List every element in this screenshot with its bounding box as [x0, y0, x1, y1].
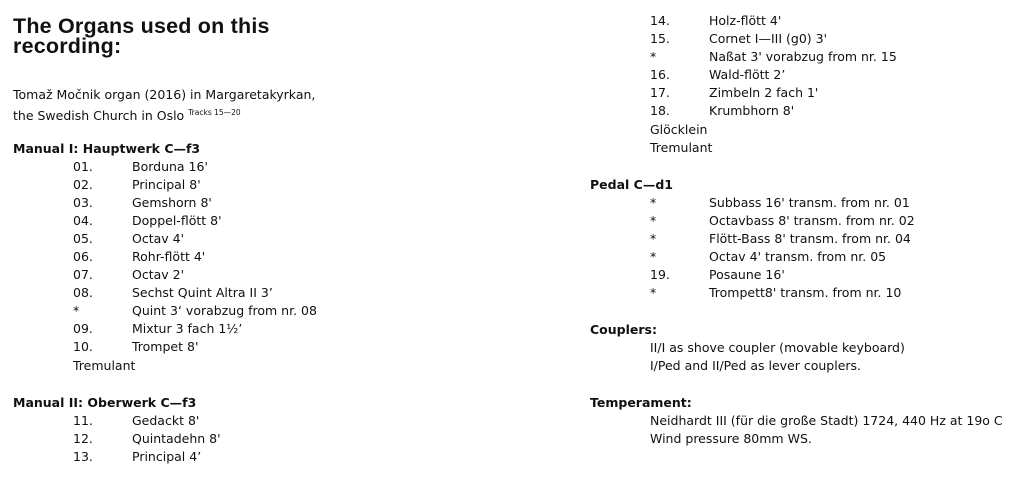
stop-number: 19.: [650, 267, 670, 282]
stop-number: 07.: [73, 267, 93, 282]
stop-number: 12.: [73, 431, 93, 446]
tracks-note: Tracks 15—20: [188, 108, 241, 117]
manual-2-extra-tremulant: Tremulant: [650, 140, 713, 155]
stop-number: *: [650, 49, 657, 64]
stop-name: Octav 4' transm. from nr. 05: [709, 249, 887, 264]
stop-number: 11.: [73, 413, 93, 428]
stop-name: Trompet 8': [132, 339, 199, 354]
stop-name: Posaune 16': [709, 267, 785, 282]
manual-1-tremulant: Tremulant: [73, 358, 136, 373]
stop-number: 06.: [73, 249, 93, 264]
stop-number: 13.: [73, 449, 93, 464]
stop-name: Trompett8' transm. from nr. 10: [709, 285, 902, 300]
stop-name: Cornet I—III (g0) 3': [709, 31, 828, 46]
manual-2-extra-glocklein: Glöcklein: [650, 122, 708, 137]
stop-number: 05.: [73, 231, 93, 246]
temperament-line-1: Neidhardt III (für die große Stadt) 1724, 440 Hz at 19o C: [650, 413, 1003, 428]
temperament-title: Temperament:: [590, 395, 692, 410]
venue-line-2: [13, 104, 413, 125]
organ-venue: [13, 86, 413, 125]
stop-name: Principal 8': [132, 177, 201, 192]
pedal-title: Pedal C—d1: [590, 177, 673, 192]
stop-number: *: [73, 303, 80, 318]
stop-number: *: [650, 249, 657, 264]
stop-name: Naßat 3' vorabzug from nr. 15: [709, 49, 897, 64]
stop-number: 15.: [650, 31, 670, 46]
stop-name: Rohr-flött 4': [132, 249, 206, 264]
stop-number: 08.: [73, 285, 93, 300]
stop-number: *: [650, 285, 657, 300]
stop-name: Mixtur 3 fach 1½’: [132, 321, 243, 336]
stop-number: 03.: [73, 195, 93, 210]
stop-name: Octavbass 8' transm. from nr. 02: [709, 213, 915, 228]
venue-line-2-text: the Swedish Church in Oslo: [13, 108, 185, 123]
stop-number: 14.: [650, 13, 670, 28]
manual-2-title: Manual II: Oberwerk C—f3: [13, 395, 197, 410]
couplers-title: Couplers:: [590, 322, 657, 337]
stop-number: *: [650, 231, 657, 246]
stop-name: Sechst Quint Altra II 3’: [132, 285, 273, 300]
stop-name: Holz-flött 4': [709, 13, 782, 28]
stop-name: Gedackt 8': [132, 413, 200, 428]
stop-number: 10.: [73, 339, 93, 354]
stop-number: 04.: [73, 213, 93, 228]
stop-number: 18.: [650, 103, 670, 118]
stop-name: Wald-flött 2’: [709, 67, 786, 82]
page-title: The Organs used on this recording:: [13, 14, 270, 58]
stop-number: 02.: [73, 177, 93, 192]
stop-number: 09.: [73, 321, 93, 336]
stop-number: 01.: [73, 159, 93, 174]
stop-name: Flött-Bass 8' transm. from nr. 04: [709, 231, 911, 246]
temperament-line-2: Wind pressure 80mm WS.: [650, 431, 812, 446]
stop-number: 16.: [650, 67, 670, 82]
manual-1-title: Manual I: Hauptwerk C—f3: [13, 141, 201, 156]
coupler-line-1: II/I as shove coupler (movable keyboard): [650, 340, 905, 355]
stop-number: 17.: [650, 85, 670, 100]
stop-name: Borduna 16': [132, 159, 208, 174]
stop-name: Gemshorn 8': [132, 195, 212, 210]
venue-line-1: Tomaž Močnik organ (2016) in Margaretakyrkan,: [13, 87, 316, 102]
coupler-line-2: I/Ped and II/Ped as lever couplers.: [650, 358, 862, 373]
stop-name: Zimbeln 2 fach 1': [709, 85, 819, 100]
stop-name: Doppel-flött 8': [132, 213, 222, 228]
stop-name: Principal 4’: [132, 449, 202, 464]
stop-name: Quintadehn 8': [132, 431, 221, 446]
stop-name: Quint 3‘ vorabzug from nr. 08: [132, 303, 317, 318]
stop-name: Krumbhorn 8': [709, 103, 795, 118]
stop-name: Octav 4': [132, 231, 185, 246]
stop-name: Octav 2': [132, 267, 185, 282]
stop-name: Subbass 16' transm. from nr. 01: [709, 195, 910, 210]
stop-number: *: [650, 213, 657, 228]
stop-number: *: [650, 195, 657, 210]
